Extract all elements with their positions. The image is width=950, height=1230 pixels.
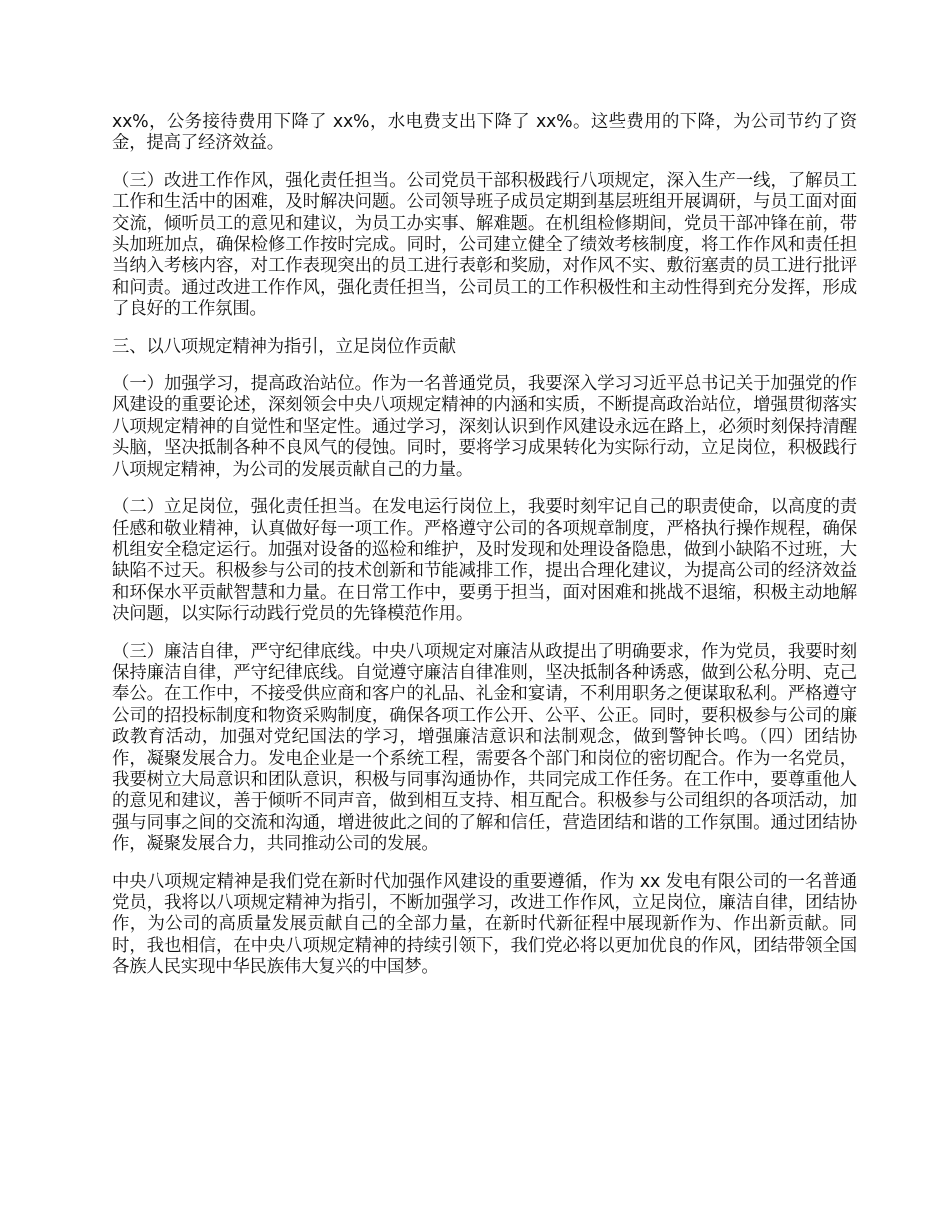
paragraph-integrity-and-teamwork: （三）廉洁自律，严守纪律底线。中央八项规定对廉洁从政提出了明确要求，作为党员，我要时刻保持廉洁自律，严守纪律底线。自觉遵守廉洁自律准则，坚决抵制各种诱惑，做到公私分明、克己奉公。在工作中，不接受供应商和客户的礼品、礼金和宴请，不利用职务之便谋取私利。严格遵守公司的招投标制度和物资采购制度，确保各项工作公开、公平、公正。同时，要积极参与公司的廉政教育活动，加强对党纪国法的学习，增强廉洁意识和法制观念，做到警钟长鸣。（四）团结协作，凝聚发展合力。发电企业是一个系统工程，需要各个部门和岗位的密切配合。作为一名党员，我要树立大局意识和团队意识，积极与同事沟通协作，共同完成工作任务。在工作中，要尊重他人的意见和建议，善于倾听不同声音，做到相互支持、相互配合。积极参与公司组织的各项活动，加强与同事之间的交流和沟通，增进彼此之间的了解和信任，营造团结和谐的工作氛围。通过团结协作，凝聚发展合力，共同推动公司的发展。	[112, 641, 857, 855]
paragraph-cost-savings: xx%，公务接待费用下降了 xx%，水电费支出下降了 xx%。这些费用的下降，为公司节约了资金，提高了经济效益。	[112, 112, 857, 154]
paragraph-conclusion: 中央八项规定精神是我们党在新时代加强作风建设的重要遵循，作为 xx 发电有限公司的一名普通党员，我将以八项规定精神为指引，不断加强学习，改进工作作风，立足岗位，廉洁自律，团结协作，为公司的高质量发展贡献自己的全部力量，在新时代新征程中展现新作为、作出新贡献。同时，我也相信，在中央八项规定精神的持续引领下，我们党必将以更加优良的作风，团结带领全国各族人民实现中华民族伟大复兴的中国梦。	[112, 871, 857, 978]
paragraph-improve-work-style: （三）改进工作作风，强化责任担当。公司党员干部积极践行八项规定，深入生产一线，了解员工工作和生活中的困难，及时解决问题。公司领导班子成员定期到基层班组开展调研，与员工面对面交流，倾听员工的意见和建议，为员工办实事、解难题。在机组检修期间，党员干部冲锋在前，带头加班加点，确保检修工作按时完成。同时，公司建立健全了绩效考核制度，将工作作风和责任担当纳入考核内容，对工作表现突出的员工进行表彰和奖励，对作风不实、敷衍塞责的员工进行批评和问责。通过改进工作作风，强化责任担当，公司员工的工作积极性和主动性得到充分发挥，形成了良好的工作氛围。	[112, 170, 857, 320]
document-page	[112, 112, 857, 995]
paragraph-post-responsibility: （二）立足岗位，强化责任担当。在发电运行岗位上，我要时刻牢记自己的职责使命，以高度的责任感和敬业精神，认真做好每一项工作。严格遵守公司的各项规章制度，严格执行操作规程，确保机组安全稳定运行。加强对设备的巡检和维护，及时发现和处理设备隐患，做到小缺陷不过班，大缺陷不过天。积极参与公司的技术创新和节能减排工作，提出合理化建议，为提高公司的经济效益和环保水平贡献智慧和力量。在日常工作中，要勇于担当，面对困难和挑战不退缩，积极主动地解决问题，以实际行动践行党员的先锋模范作用。	[112, 497, 857, 625]
section-heading-3: 三、以八项规定精神为指引，立足岗位作贡献	[112, 336, 456, 357]
paragraph-strengthen-study: （一）加强学习，提高政治站位。作为一名普通党员，我要深入学习习近平总书记关于加强党的作风建设的重要论述，深刻领会中央八项规定精神的内涵和实质，不断提高政治站位，增强贯彻落实八项规定精神的自觉性和坚定性。通过学习，深刻认识到作风建设永远在路上，必须时刻保持清醒头脑，坚决抵制各种不良风气的侵蚀。同时，要将学习成果转化为实际行动，立足岗位，积极践行八项规定精神，为公司的发展贡献自己的力量。	[112, 374, 857, 480]
